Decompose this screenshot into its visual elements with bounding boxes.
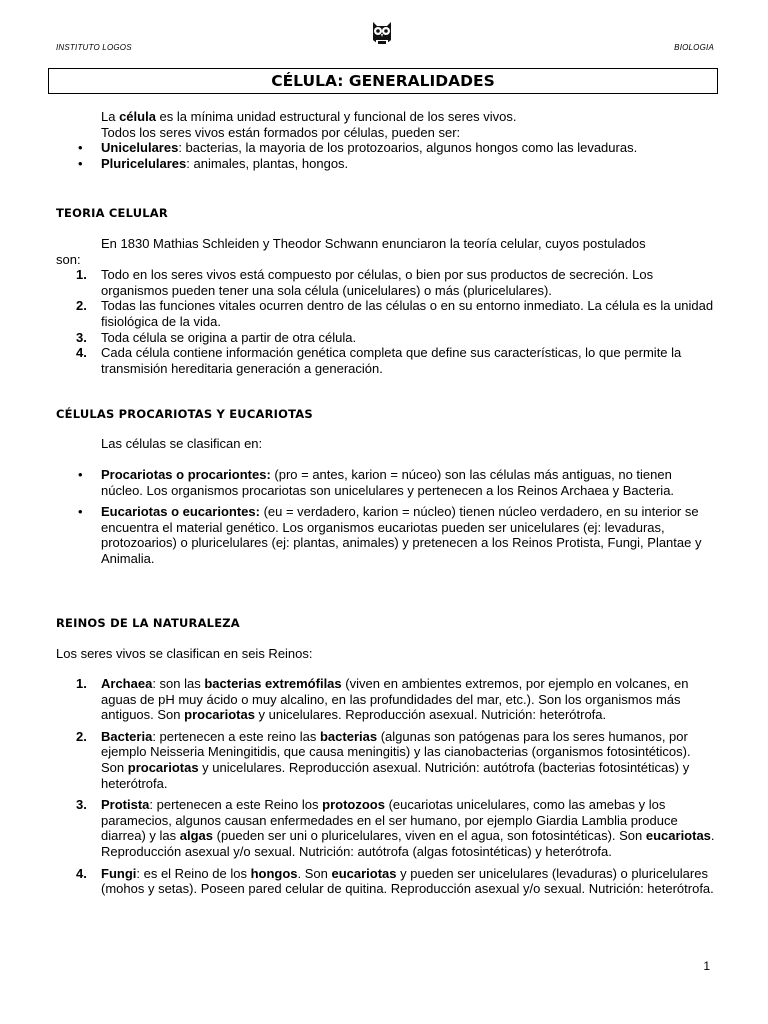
list-item: 2. Bacteria: pertenecen a este reino las bacterias (algunas son patógenas para los seres humanos, por ejemplo Neisseria Meningitidis, que causa meningitis) y las cianobacterias (organismos fotosintéticos). Son procariotas y unicelulares. Reproducción asexual. Nutrición: autótrofa (bacterias fotosintéticas) y heterótrofa. [76, 728, 691, 791]
list-item: 1. Archaea: son las bacterias extremófilas (viven en ambientes extremos, por ejemplo en volcanes, en aguas de pH muy ácido o muy alcalino, en las profundidades del mar, etc.). Son los organismos más antiguos. Son procariotas y unicelulares. Reproducción asexual. Nutrición: heterótrofa. [76, 676, 689, 723]
section-heading-teoria: TEORIA CELULAR [56, 206, 168, 220]
list-item: 3. Protista: pertenecen a este Reino los protozoos (eucariotas unicelulares, como las amebas y los paramecios, algunos causan enfermedades en el ser humano, por ejemplo Giardia Lamblia produce diarrea) y las algas (pueden ser uni o pluricelulares, viven en el agua, son fotosintéticas). Son eucariotas. Reproducción asexual y/o sexual. Nutrición: autótrofa (algas fotosintéticas) y heterótrofa. [76, 797, 715, 859]
kingdoms-list [56, 676, 716, 897]
teoria-lead: En 1830 Mathias Schleiden y Theodor Schwann enunciaron la teoría celular, cuyos postulados [101, 236, 646, 251]
list-item: 4. Fungi: es el Reino de los hongos. Son eucariotas y pueden ser unicelulares (levaduras) o pluricelulares (mohos y setas). Poseen pared celular de quitina. Reproducción asexual y/o sexual. Nutrición: heterótrofa. [76, 865, 714, 897]
owl-icon [369, 18, 395, 48]
header-institute: INSTITUTO LOGOS [56, 43, 132, 52]
list-item: 3. Toda célula se origina a partir de otra célula. [76, 329, 357, 345]
section-heading-reinos: REINOS DE LA NATURALEZA [56, 616, 240, 630]
list-item: • Unicelulares: bacterias, la mayoria de los protozoarios, algunos hongos como las levaduras. [56, 140, 716, 156]
header-subject: BIOLOGIA [674, 43, 714, 52]
list-item: • Pluricelulares: animales, plantas, hongos. [56, 156, 716, 172]
procariotas-section [56, 467, 716, 567]
list-item: 2. Todas las funciones vitales ocurren dentro de las células o en su entorno inmediato. La célula es la unidad fisiológica de la vida. [76, 298, 714, 329]
intro-bullet-list [56, 140, 716, 171]
postulates-list [56, 267, 716, 376]
intro-line-1: La célula es la mínima unidad estructural y funcional de los seres vivos. [101, 109, 517, 124]
list-item: • Eucariotas o eucariontes: (eu = verdadero, karion = núcleo) tienen núcleo verdadero, en su interior se encuentra el material genético. Los organismos eucariotas pueden ser unicelulares (ej: levaduras, protozoarios) o pluricelulares (ej: plantas, animales) y pretenecen a los Reinos Protista, Fungi, Plantae y Animalia. [56, 504, 716, 566]
section-heading-procariotas: CÉLULAS PROCARIOTAS Y EUCARIOTAS [56, 407, 313, 421]
reinos-section [56, 676, 716, 897]
reinos-lead: Los seres vivos se clasifican en seis Reinos: [56, 646, 313, 661]
list-item: 1. Todo en los seres vivos está compuesto por células, o bien por sus productos de secreción. Los organismos pueden tener una sola célula (unicelulares) o más (pluricelulares). [76, 267, 654, 298]
page-number: 1 [703, 959, 710, 973]
list-item: • Procariotas o procariontes: (pro = antes, karion = núceo) son las células más antiguas, no tienen núcleo. Los organismos procariotas son unicelulares y pertenecen a los Reinos Archaea y Bacteria. [56, 467, 716, 498]
procariotas-lead: Las células se clasifican en: [101, 436, 263, 451]
teoria-section [56, 236, 716, 376]
intro-line-2: Todos los seres vivos están formados por células, pueden ser: [101, 124, 461, 140]
page-title: CÉLULA: GENERALIDADES [48, 68, 718, 94]
intro-section [56, 109, 716, 171]
teoria-lead-cont: son: [56, 251, 81, 267]
list-item: 4. Cada célula contiene información genética completa que define sus características, lo que permite la transmisión hereditaria generación a generación. [76, 345, 682, 376]
cell-types-list [56, 467, 716, 567]
